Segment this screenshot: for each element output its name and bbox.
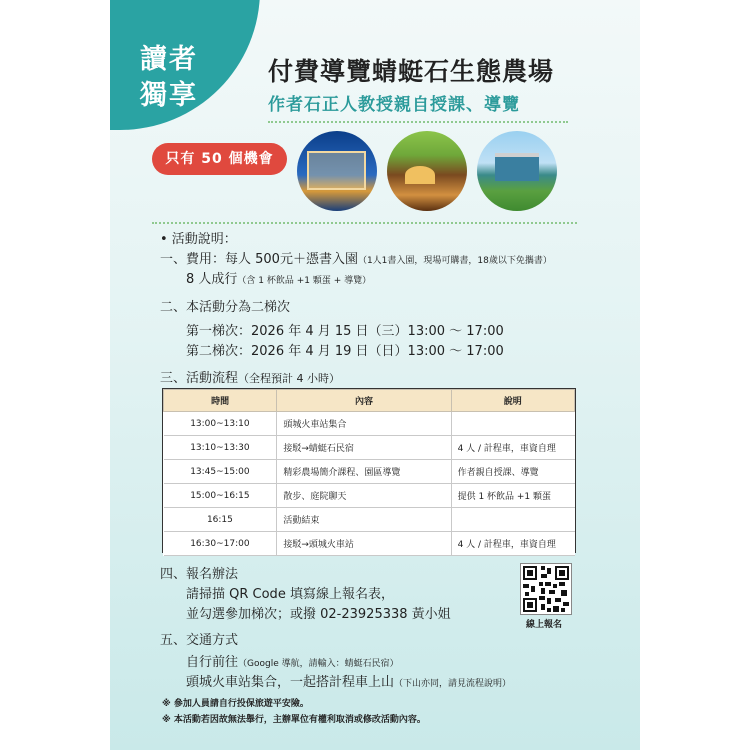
- session-second: 第二梯次：2026 年 4 月 19 日（日）13:00 〜 17:00: [186, 344, 504, 359]
- table-row: [164, 532, 575, 556]
- traffic-heading: 五、交通方式: [160, 633, 239, 648]
- cell-time: 13:10~13:30: [164, 436, 277, 460]
- intro-heading: • 活動說明：: [160, 232, 237, 247]
- traffic-line-2: [186, 671, 511, 690]
- signup-heading: 四、報名辦法: [160, 567, 239, 582]
- cell-content: 活動結束: [277, 508, 451, 532]
- divider-middle: [152, 222, 577, 224]
- cell-note: 4 人 / 計程車，車資自理: [451, 436, 574, 460]
- schedule-table-frame: [162, 388, 576, 553]
- column-header-note: 說明: [451, 390, 574, 412]
- cell-time: 13:45~15:00: [164, 460, 277, 484]
- cell-time: 13:00~13:10: [164, 412, 277, 436]
- fee-main: 一、費用：每人 500元＋憑書入園: [160, 252, 358, 267]
- flow-heading: 三、活動流程: [160, 371, 239, 386]
- traffic-line-1: [186, 651, 399, 670]
- group-main: 8 人成行: [186, 272, 238, 287]
- cell-note: 作者親自授課、導覽: [451, 460, 574, 484]
- traffic-line-2-main: 頭城火車站集合，一起搭計程車上山: [186, 675, 395, 690]
- table-row: [164, 484, 575, 508]
- sessions-heading: 二、本活動分為二梯次: [160, 300, 291, 315]
- cell-content: 接駁→蜻蜓石民宿: [277, 436, 451, 460]
- house-shape: [307, 151, 366, 190]
- house-shape: [495, 153, 539, 181]
- table-row: [164, 412, 575, 436]
- cell-content: 散步、庭院聊天: [277, 484, 451, 508]
- schedule-table: [163, 389, 575, 556]
- farm-photo-garden-house: [477, 131, 557, 211]
- group-note: （含 1 杯飲品 +1 顆蛋 + 導覽）: [237, 276, 372, 286]
- table-row: [164, 508, 575, 532]
- cell-note: 提供 1 杯飲品 +1 顆蛋: [451, 484, 574, 508]
- cell-content: 接駁→頭城火車站: [277, 532, 451, 556]
- cell-content: 精彩農場簡介課程、園區導覽: [277, 460, 451, 484]
- farm-photo-night-house: [297, 131, 377, 211]
- reader-exclusive-badge: [140, 42, 198, 114]
- cell-note: [451, 412, 574, 436]
- footnote-insurance: ※ 參加人員請自行投保旅遊平安險。: [162, 699, 309, 709]
- table-row: [164, 460, 575, 484]
- traffic-line-2-note: （下山亦同，請見流程說明）: [394, 679, 512, 689]
- traffic-line-1-main: 自行前往: [186, 655, 239, 670]
- page-subtitle: 作者石正人教授親自授課、導覽: [268, 95, 520, 115]
- traffic-line-1-note: （Google 導航，請輸入：蜻蜓石民宿）: [238, 659, 399, 669]
- session-first: 第一梯次：2026 年 4 月 15 日（三）13:00 〜 17:00: [186, 324, 504, 339]
- cell-note: 4 人 / 計程車，車資自理: [451, 532, 574, 556]
- qr-code-icon[interactable]: [520, 563, 572, 615]
- signup-line-1: 請掃描 QR Code 填寫線上報名表，: [186, 587, 394, 602]
- cell-content: 頭城火車站集合: [277, 412, 451, 436]
- fee-note: （1人1書入園，現場可購書，18歲以下免攜書）: [357, 256, 552, 266]
- cell-time: 15:00~16:15: [164, 484, 277, 508]
- cell-time: 16:30~17:00: [164, 532, 277, 556]
- flow-heading-line: [160, 367, 340, 386]
- group-line: [186, 268, 371, 287]
- column-header-time: 時間: [164, 390, 277, 412]
- signup-line-2: 並勾選參加梯次；或撥 02-23925338 黃小姐: [186, 607, 451, 622]
- table-header-row: [164, 390, 575, 412]
- cell-note: [451, 508, 574, 532]
- footnote-cancellation: ※ 本活動若因故無法舉行，主辦單位有權利取消或修改活動內容。: [162, 715, 426, 725]
- table-row: [164, 436, 575, 460]
- limited-chance-pill: 只有 50 個機會: [152, 143, 287, 175]
- lamp-shape: [405, 166, 435, 184]
- flow-heading-note: （全程預計 4 小時）: [238, 372, 341, 385]
- badge-line-1: 讀者: [140, 44, 198, 75]
- event-poster: [110, 0, 640, 750]
- badge-line-2: 獨享: [140, 80, 198, 111]
- column-header-content: 內容: [277, 390, 451, 412]
- fee-line: [160, 248, 552, 267]
- qr-caption: 線上報名: [526, 620, 563, 630]
- cell-time: 16:15: [164, 508, 277, 532]
- page-title: 付費導覽蜻蜓石生態農場: [268, 57, 555, 86]
- divider-top: [268, 121, 568, 123]
- farm-photo-interior: [387, 131, 467, 211]
